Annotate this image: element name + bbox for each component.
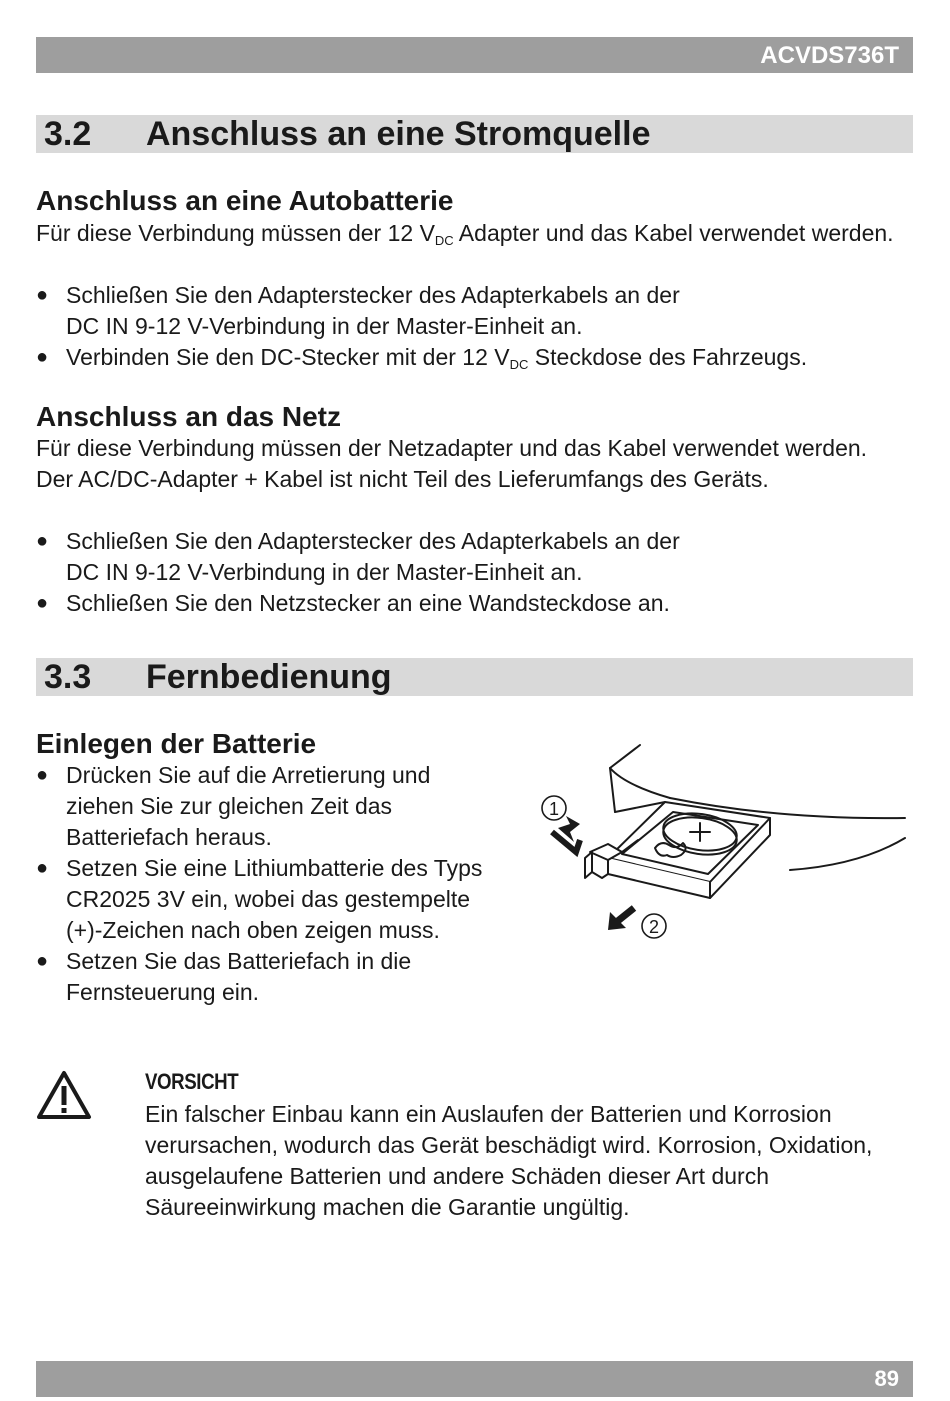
- svg-text:2: 2: [648, 917, 660, 937]
- battery-compartment-illustration: [530, 740, 915, 955]
- step-2-marker: [642, 914, 666, 938]
- caution-title: VORSICHT: [145, 1069, 239, 1094]
- list-item: ● Schließen Sie den Adapterstecker des Adapterkabels an der DC IN 9-12 V-Verbindung in der Master-Einheit an.: [36, 528, 680, 585]
- caution-text: Ein falscher Einbau kann ein Auslaufen der Batterien und Korrosion verursachen, wodurch das Gerät beschädigt wird. Korrosion, Oxidation, ausgelaufene Batterien und andere Schäden dieser Art durch Säureeinwirkung machen die Garantie ungültig.: [145, 1101, 873, 1220]
- footer-bar: [36, 1361, 913, 1397]
- list-item: ● Drücken Sie auf die Arretierung und ziehen Sie zur gleichen Zeit das Batteriefach heraus.: [36, 762, 431, 850]
- section-heading-3-3: [36, 658, 913, 696]
- warning-triangle-icon: [36, 1069, 92, 1121]
- subheading-insert-battery: Einlegen der Batterie: [36, 728, 317, 759]
- section-number: 3.3: [44, 658, 92, 696]
- car-battery-steps: [36, 280, 807, 380]
- section-title: Anschluss an eine Stromquelle: [146, 115, 651, 153]
- mains-steps: [36, 526, 680, 619]
- mains-intro: Für diese Verbindung müssen der Netzadapter und das Kabel verwendet werden. Der AC/DC-Adapter + Kabel ist nicht Teil des Lieferumfangs des Geräts.: [36, 435, 868, 492]
- subheading-car-battery: Anschluss an eine Autobatterie: [36, 185, 454, 216]
- section-heading-3-2: [36, 115, 913, 153]
- svg-text:1: 1: [548, 799, 560, 819]
- section-number: 3.2: [44, 115, 92, 153]
- header-bar: [36, 37, 913, 73]
- list-item: ● Setzen Sie das Batteriefach in die Fernsteuerung ein.: [36, 948, 412, 1005]
- battery-steps: [36, 760, 486, 1008]
- page-number: 89: [874, 1366, 899, 1391]
- list-item: ● Schließen Sie den Adapterstecker des Adapterkabels an der DC IN 9-12 V-Verbindung in der Master-Einheit an.: [36, 282, 680, 339]
- list-item: ● Verbinden Sie den DC-Stecker mit der 12 $V_{DC}$ Steckdose des Fahrzeugs.: [36, 344, 808, 372]
- list-item: ● Schließen Sie den Netzstecker an eine Wandsteckdose an.: [36, 590, 670, 616]
- car-battery-intro: Für diese Verbindung müssen der 12 $V_{DC}$ Adapter und das Kabel verwendet werden.: [36, 220, 894, 248]
- list-item: ● Setzen Sie eine Lithiumbatterie des Typs CR2025 3V ein, wobei das gestempelte (+)-Zeichen nach oben zeigen muss.: [36, 855, 483, 943]
- subheading-mains: Anschluss an das Netz: [36, 401, 341, 432]
- step-1-marker: [542, 796, 566, 820]
- section-title: Fernbedienung: [146, 658, 392, 696]
- model-number: ACVDS736T: [760, 42, 899, 69]
